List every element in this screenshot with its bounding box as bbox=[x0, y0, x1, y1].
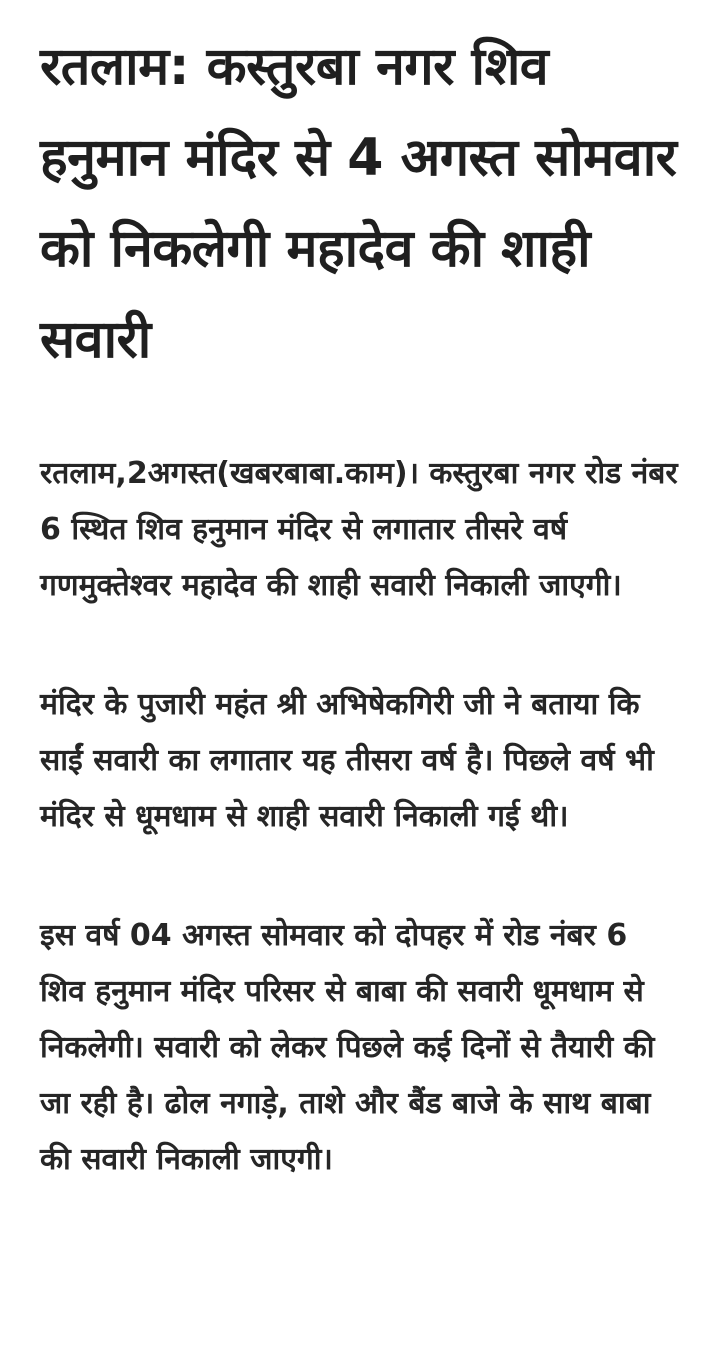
article-paragraph-1: रतलाम,2अगस्त(खबरबाबा.काम)। कस्तुरबा नगर रोड नंबर 6 स्थित शिव हनुमान मंदिर से लगातार तीसरे वर्ष गणमुक्तेश्वर महादेव की शाही सवारी निकाली जाएगी। bbox=[40, 456, 678, 603]
article-headline: रतलाम: कस्तुरबा नगर शिव हनुमान मंदिर से 4 अगस्त सोमवार को निकलेगी महादेव की शाही सवारी bbox=[40, 37, 677, 370]
news-article bbox=[40, 22, 680, 1188]
article-body bbox=[40, 446, 680, 1188]
article-paragraph-2: मंदिर के पुजारी महंत श्री अभिषेकगिरी जी ने बताया कि साईं सवारी का लगातार यह तीसरा वर्ष है। पिछले वर्ष भी मंदिर से धूमधाम से शाही सवारी निकाली गई थी। bbox=[40, 687, 654, 834]
article-paragraph-3: इस वर्ष 04 अगस्त सोमवार को दोपहर में रोड नंबर 6 शिव हनुमान मंदिर परिसर से बाबा की सवारी धूमधाम से निकलेगी। सवारी को लेकर पिछले कई दिनों से तैयारी की जा रही है। ढोल नगाड़े, ताशे और बैंड बाजे के साथ बाबा की सवारी निकाली जाएगी। bbox=[40, 918, 655, 1177]
